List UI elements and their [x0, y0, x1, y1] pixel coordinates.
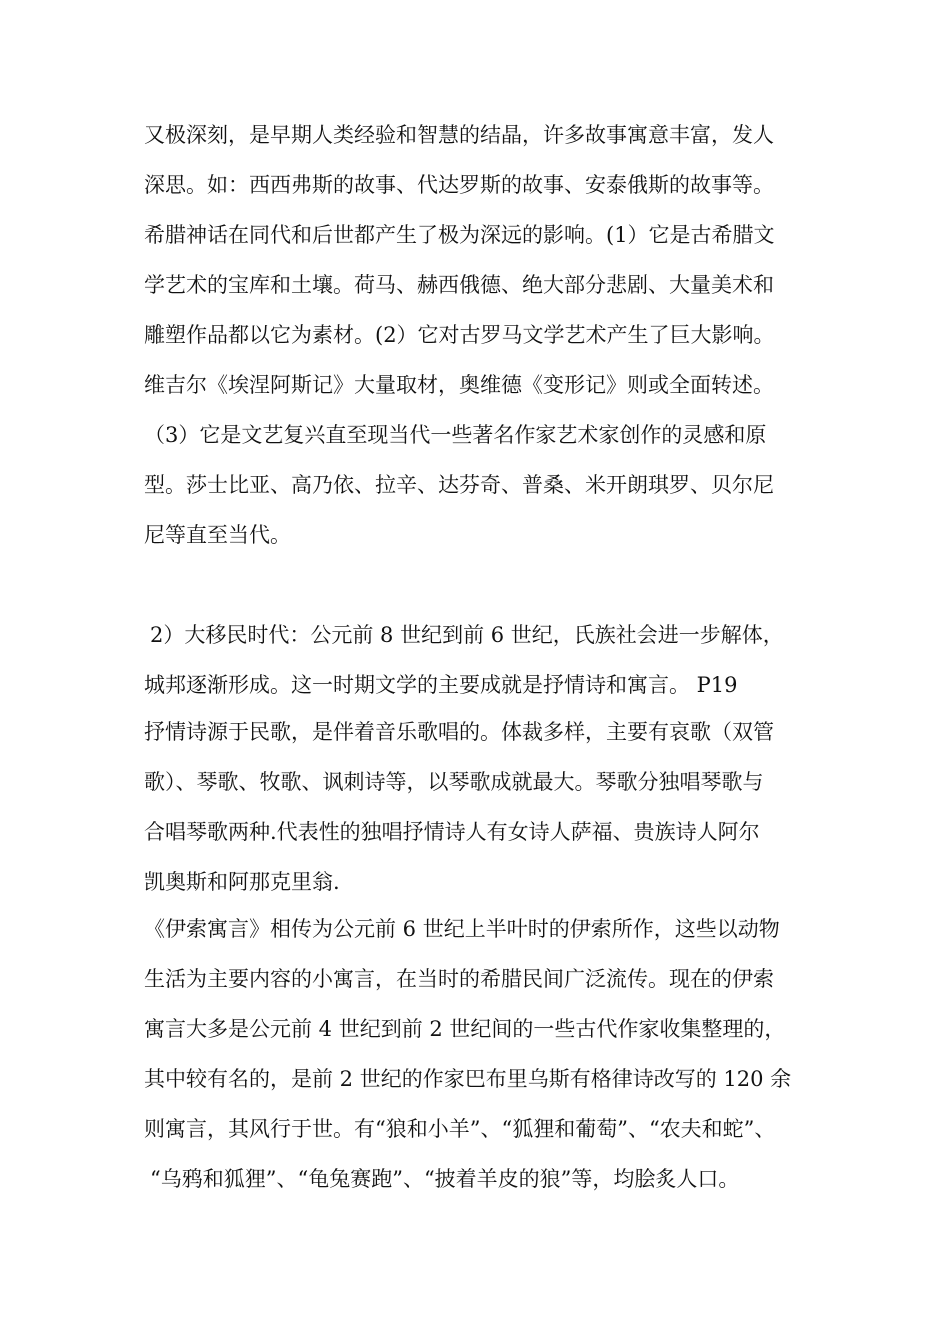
text-line: 《伊索寓言》相传为公元前 6 世纪上半叶时的伊索所作，这些以动物 — [144, 917, 780, 941]
text-line: （3）它是文艺复兴直至现当代一些著名作家艺术家创作的灵感和原 — [144, 423, 767, 447]
text-line: 又极深刻，是早期人类经验和智慧的结晶，许多故事寓意丰富，发人 — [144, 123, 774, 147]
text-line: 型。莎士比亚、高乃依、拉辛、达芬奇、普桑、米开朗琪罗、贝尔尼 — [144, 473, 774, 497]
text-line: 凯奥斯和阿那克里翁. — [144, 870, 340, 894]
text-line: 合唱琴歌两种.代表性的独唱抒情诗人有女诗人萨福、贵族诗人阿尔 — [144, 820, 760, 844]
text-line: 其中较有名的，是前 2 世纪的作家巴布里乌斯有格律诗改写的 120 余 — [144, 1067, 792, 1091]
text-line: 抒情诗源于民歌，是伴着音乐歌唱的。体裁多样，主要有哀歌（双管 — [144, 720, 774, 744]
text-line: 学艺术的宝库和土壤。荷马、赫西俄德、绝大部分悲剧、大量美术和 — [144, 273, 774, 297]
text-line: 则寓言，其风行于世。有“狼和小羊”、“狐狸和葡萄”、“农夫和蛇”、 — [144, 1117, 776, 1141]
text-line: 深思。如：西西弗斯的故事、代达罗斯的故事、安泰俄斯的故事等。 — [144, 173, 774, 197]
text-line: 城邦逐渐形成。这一时期文学的主要成就是抒情诗和寓言。 P19 — [144, 673, 738, 697]
text-line: 雕塑作品都以它为素材。(2）它对古罗马文学艺术产生了巨大影响。 — [144, 323, 775, 347]
text-line: 生活为主要内容的小寓言，在当时的希腊民间广泛流传。现在的伊索 — [144, 967, 774, 991]
text-line: 尼等直至当代。 — [144, 523, 291, 547]
text-line: “乌鸦和狐狸”、“龟兔赛跑”、“披着羊皮的狼”等，均脍炙人口。 — [150, 1167, 740, 1191]
text-line: 2）大移民时代：公元前 8 世纪到前 6 世纪，氏族社会进一步解体， — [150, 623, 784, 647]
text-line: 寓言大多是公元前 4 世纪到前 2 世纪间的一些古代作家收集整理的， — [144, 1017, 786, 1041]
text-line: 歌）、琴歌、牧歌、讽刺诗等，以琴歌成就最大。琴歌分独唱琴歌与 — [144, 770, 764, 794]
text-line: 维吉尔《埃涅阿斯记》大量取材，奥维德《变形记》则或全面转述。 — [144, 373, 774, 397]
text-line: 希腊神话在同代和后世都产生了极为深远的影响。(1）它是古希腊文 — [144, 223, 775, 247]
